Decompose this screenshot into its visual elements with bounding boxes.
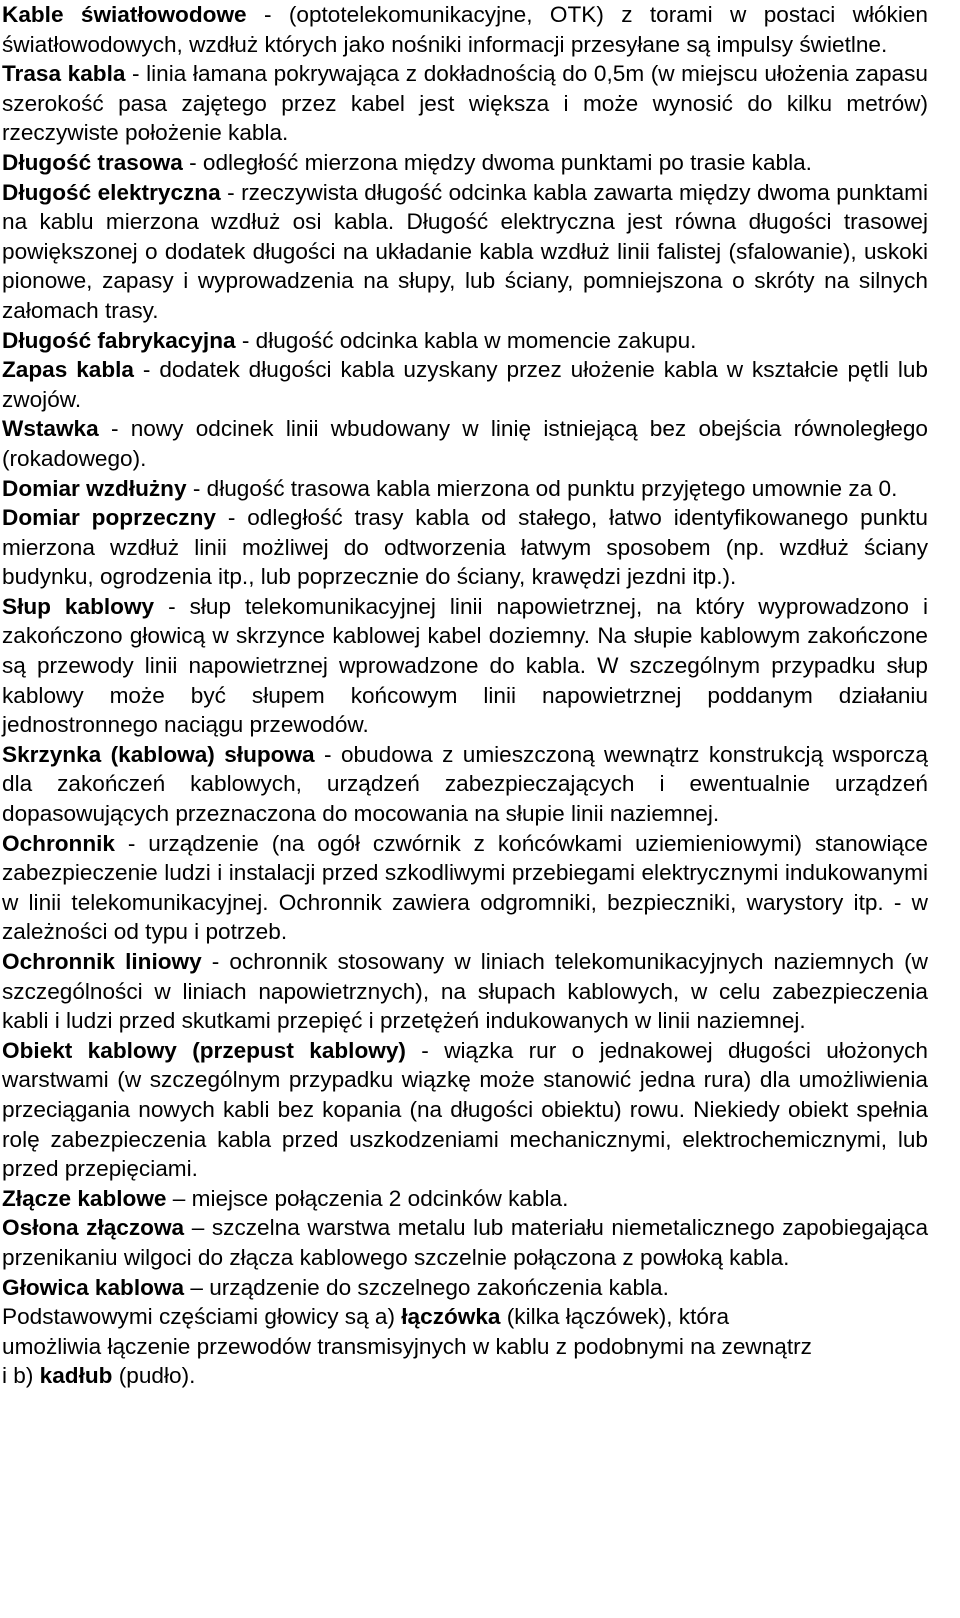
definition-term: Ochronnik <box>2 830 115 856</box>
definition-term: Długość fabrykacyjna <box>2 327 236 353</box>
term-kadlub: kadłub <box>39 1363 113 1389</box>
text-line <box>2 1361 928 1391</box>
definition-text: - słup telekomunikacyjnej linii napowietrznej, na który wyprowadzono i zakończono głowicą w skrzynce kablowej kabel doziemny. Na słupie kablowym zakończone są przewody linii napowietrznej wprowadzone do kabla. W szczególnym przypadku słup kablowy może być słupem końcowym linii napowietrznej poddanym działaniu jednostronnego naciągu przewodów. <box>2 593 928 738</box>
definition-term: Osłona złączowa <box>2 1215 185 1241</box>
definition-trasa-kabla <box>2 59 928 148</box>
definition-term: Wstawka <box>2 416 99 442</box>
definition-text: - wiązka rur o jednakowej długości ułożonych warstwami (w szczególnym przypadku wiązkę może stanowić jedna rura) dla umożliwienia przeciągania nowych kabli bez kopania (na długości obiektu) rowu. Niekiedy obiekt spełnia rolę zabezpieczenia kabla przed uszkodzeniami mechanicznymi, elektrochemicznymi, lub przed przepięciami. <box>2 1037 928 1182</box>
definition-term: Długość elektryczna <box>2 179 221 205</box>
definition-text: - linia łamana pokrywająca z dokładnością do 0,5m (w miejscu ułożenia zapasu szerokość pasa zajętego przez kabel jest większa i może wynosić do kilku metrów) rzeczywiste położenie kabla. <box>2 61 928 146</box>
definition-term: Domiar wzdłużny <box>2 475 187 501</box>
definition-text: - rzeczywista długość odcinka kabla zawarta między dwoma punktami na kablu mierzona wzdłuż osi kabla. Długość elektryczna jest równa długości trasowej powiększonej o dodatek długości na układanie kabla wzdłuż linii falistej (sfalowanie), uskoki pionowe, zapasy i wyprowadzenia na słupy, lub ściany, pomniejszona o skróty na silnych załomach trasy. <box>2 179 928 323</box>
paragraph-glowica-parts <box>2 1302 928 1391</box>
definition-term: Zapas kabla <box>2 357 134 383</box>
text-segment: Podstawowymi częściami głowicy są a) <box>2 1304 402 1330</box>
definition-term: Domiar poprzeczny <box>2 505 216 531</box>
definition-dlugosc-elektryczna <box>2 178 928 326</box>
definition-kable-swiatlowodowe <box>2 0 928 59</box>
definition-term: Długość trasowa <box>2 149 183 175</box>
definition-term: Ochronnik liniowy <box>2 949 202 974</box>
definition-domiar-wzdluzny <box>2 474 928 504</box>
definition-text: - ochronnik stosowany w liniach telekomunikacyjnych naziemnych (w szczególności w liniach napowietrznych), na słupach kablowych, w celu zabezpieczenia kabli i ludzi przed skutkami przepięć i przetężeń indukowanych w linii naziemnej. <box>2 949 928 1034</box>
definition-ochronnik <box>2 829 928 947</box>
definition-term: Obiekt kablowy (przepust kablowy) <box>2 1037 406 1063</box>
definition-text: - dodatek długości kabla uzyskany przez ułożenie kabla w kształcie pętli lub zwojów. <box>2 357 928 412</box>
definition-text: - odległość trasy kabla od stałego, łatwo identyfikowanego punktu mierzona wzdłuż linii możliwej do odtworzenia łatwym sposobem (np. wzdłuż ściany budynku, ogrodzenia itp., lub poprzecznie do ściany, krawędzi jezdni itp.). <box>2 505 928 590</box>
definition-term: Złącze kablowe <box>2 1185 167 1211</box>
definition-text: – szczelna warstwa metalu lub materiału niemetalicznego zapobiegająca przenikaniu wilgoci do złącza kablowego szczelnie połączona z powłoką kabla. <box>2 1215 929 1270</box>
definition-skrzynka-slupowa <box>2 740 928 829</box>
definition-text: - obudowa z umieszczoną wewnątrz konstrukcją wsporczą dla zakończeń kablowych, urządzeń zabezpieczających i ewentualnie urządzeń dopasowujących przeznaczona do mocowania na słupie linii naziemnej. <box>2 741 928 827</box>
definition-wstawka <box>2 414 928 473</box>
definition-text: - urządzenie (na ogół czwórnik z końcówkami uziemieniowymi) stanowiące zabezpieczenie ludzi i instalacji przed szkodliwymi przebiegami elektrycznymi indukowanymi w linii telekomunikacyjnej. Ochronnik zawiera odgromniki, bezpieczniki, warystory itp. - w zależności od typu i potrzeb. <box>2 830 928 945</box>
definition-term: Kable światłowodowe <box>2 2 247 27</box>
definition-obiekt-kablowy <box>2 1036 928 1184</box>
definition-text: - długość trasowa kabla mierzona od punktu przyjętego umownie za 0. <box>186 475 898 501</box>
text-segment: (pudło). <box>112 1363 196 1389</box>
text-line <box>2 1332 928 1362</box>
definition-zlacze-kablowe <box>2 1184 928 1214</box>
definition-domiar-poprzeczny <box>2 503 928 592</box>
definition-dlugosc-fabrykacyjna <box>2 326 928 356</box>
definition-oslona-zlaczowa <box>2 1213 928 1272</box>
definition-term: Trasa kabla <box>2 61 126 87</box>
definition-term: Skrzynka (kablowa) słupowa <box>2 741 315 767</box>
text-segment: umożliwia łączenie przewodów transmisyjnych w kablu z podobnymi na zewnątrz <box>2 1333 812 1359</box>
definition-text: – miejsce połączenia 2 odcinków kabla. <box>166 1185 569 1211</box>
definition-term: Słup kablowy <box>2 593 155 619</box>
definition-slup-kablowy <box>2 592 928 740</box>
text-segment: (kilka łączówek), która <box>500 1304 730 1330</box>
definition-glowica-kablowa <box>2 1273 928 1303</box>
definition-zapas-kabla <box>2 355 928 414</box>
definition-text: - długość odcinka kabla w momencie zakupu. <box>235 327 697 353</box>
definition-text: – urządzenie do szczelnego zakończenia kabla. <box>184 1274 669 1300</box>
term-laczowka: łączówka <box>401 1304 501 1330</box>
definition-dlugosc-trasowa <box>2 148 928 178</box>
definition-text: - nowy odcinek linii wbudowany w linię istniejącą bez obejścia równoległego (rokadowego). <box>2 416 928 471</box>
definition-text: - (optotelekomunikacyjne, OTK) z torami w postaci włókien światłowodowych, wzdłuż których jako nośniki informacji przesyłane są impulsy świetlne. <box>2 2 928 57</box>
text-line <box>2 1302 928 1332</box>
definition-term: Głowica kablowa <box>2 1274 185 1300</box>
definition-ochronnik-liniowy <box>2 947 928 1036</box>
text-segment: i b) <box>2 1363 40 1389</box>
definition-text: - odległość mierzona między dwoma punktami po trasie kabla. <box>182 149 812 175</box>
